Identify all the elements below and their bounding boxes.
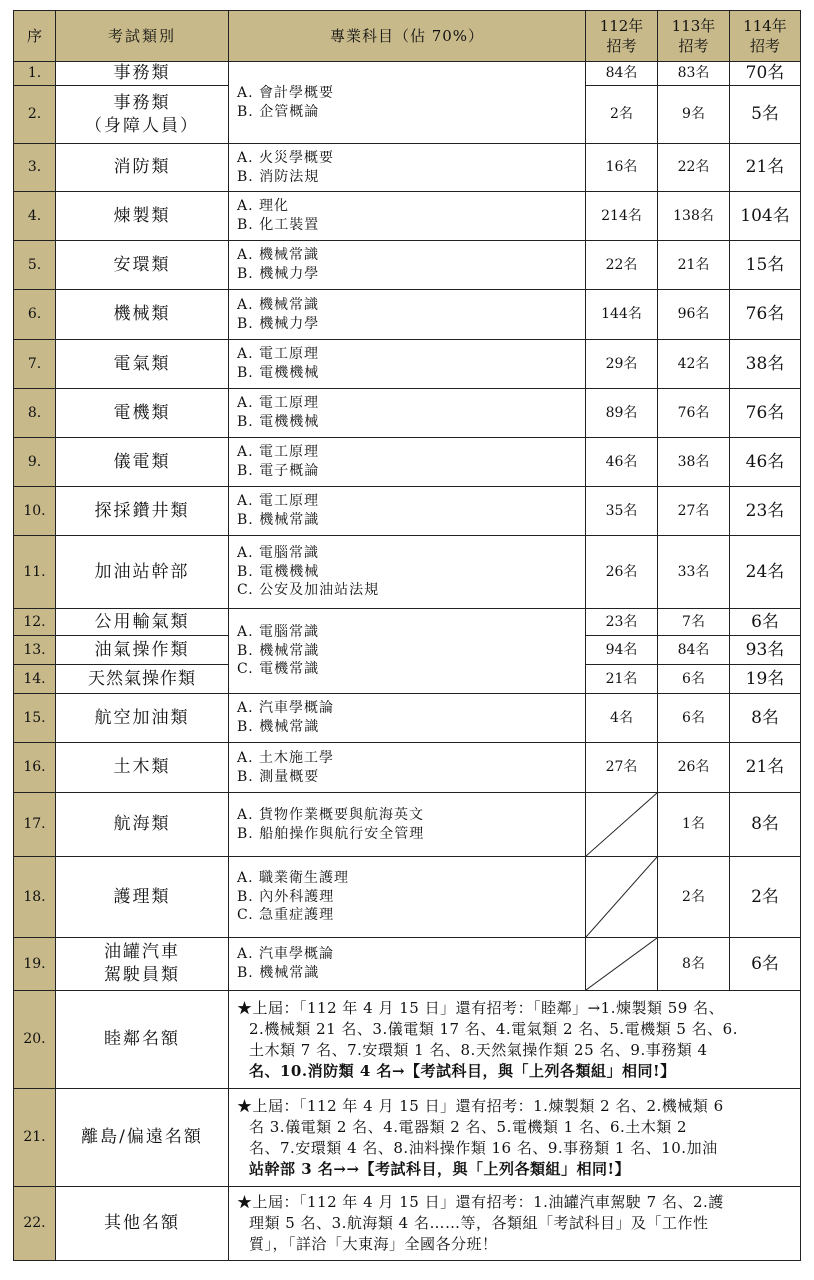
table-row [14, 793, 801, 857]
count-112: 23名 [586, 609, 658, 636]
row-seq: 17. [14, 793, 56, 857]
table-row [14, 340, 801, 389]
row-seq: 21. [14, 1089, 56, 1187]
row-category: 公用輸氣類 [56, 609, 229, 636]
count-114: 23名 [730, 487, 801, 536]
count-113: 21名 [658, 241, 730, 290]
count-112: 144名 [586, 290, 658, 340]
row-category: 機械類 [56, 290, 229, 340]
row-subjects: A. 電工原理 B. 電機機械 [229, 340, 586, 389]
count-113: 6名 [658, 665, 730, 694]
row-subjects: A. 機械常識 B. 機械力學 [229, 241, 586, 290]
row-category: 護理類 [56, 857, 229, 938]
table-row [14, 609, 801, 636]
table-row [14, 192, 801, 241]
row-category: 儀電類 [56, 438, 229, 487]
count-113: 8名 [658, 938, 730, 991]
row-category: 油氣操作類 [56, 636, 229, 665]
count-114: 70名 [730, 62, 801, 86]
header-row [14, 11, 801, 62]
row-category: 其他名額 [56, 1187, 229, 1261]
count-114: 6名 [730, 609, 801, 636]
count-113: 96名 [658, 290, 730, 340]
header-114: 114年 招考 [730, 11, 801, 62]
table-row [14, 62, 801, 86]
count-114: 24名 [730, 536, 801, 609]
row-seq: 13. [14, 636, 56, 665]
count-113: 9名 [658, 86, 730, 144]
table-row [14, 241, 801, 290]
row-subjects: A. 土木施工學 B. 測量概要 [229, 743, 586, 793]
row-category: 電機類 [56, 389, 229, 438]
count-113: 6名 [658, 694, 730, 743]
table-row [14, 144, 801, 192]
count-113: 22名 [658, 144, 730, 192]
table-row [14, 1187, 801, 1261]
header-113: 113年 招考 [658, 11, 730, 62]
row-category: 事務類 [56, 62, 229, 86]
count-112: 26名 [586, 536, 658, 609]
row-category: 土木類 [56, 743, 229, 793]
row-seq: 5. [14, 241, 56, 290]
row-seq: 11. [14, 536, 56, 609]
table-row [14, 694, 801, 743]
count-112-empty [586, 793, 658, 857]
count-112: 89名 [586, 389, 658, 438]
count-112-empty [586, 938, 658, 991]
row-category: 事務類 （身障人員） [56, 86, 229, 144]
table-row [14, 743, 801, 793]
row-subjects: A. 電腦常識 B. 電機機械 C. 公安及加油站法規 [229, 536, 586, 609]
count-114: 5名 [730, 86, 801, 144]
count-113: 1名 [658, 793, 730, 857]
row-seq: 19. [14, 938, 56, 991]
row-category: 油罐汽車 駕駛員類 [56, 938, 229, 991]
count-112: 16名 [586, 144, 658, 192]
header-category: 考試類別 [56, 11, 229, 62]
row-seq: 10. [14, 487, 56, 536]
count-114: 6名 [730, 938, 801, 991]
row-category: 安環類 [56, 241, 229, 290]
count-112: 94名 [586, 636, 658, 665]
table-row [14, 438, 801, 487]
count-113: 26名 [658, 743, 730, 793]
row-subjects: A. 會計學概要 B. 企管概論 [229, 62, 586, 144]
header-seq: 序 [14, 11, 56, 62]
count-113: 84名 [658, 636, 730, 665]
exam-table [13, 10, 801, 1261]
row-subjects: A. 汽車學概論 B. 機械常識 [229, 694, 586, 743]
table-row [14, 1089, 801, 1187]
table-row [14, 389, 801, 438]
count-114: 46名 [730, 438, 801, 487]
row-category: 睦鄰名額 [56, 991, 229, 1089]
row-seq: 14. [14, 665, 56, 694]
count-114: 8名 [730, 793, 801, 857]
count-114: 8名 [730, 694, 801, 743]
count-113: 27名 [658, 487, 730, 536]
row-subjects: A. 職業衛生護理 B. 內外科護理 C. 急重症護理 [229, 857, 586, 938]
diagonal-slash [586, 793, 657, 856]
table-row [14, 938, 801, 991]
count-112: 84名 [586, 62, 658, 86]
row-subjects: A. 電腦常識 B. 機械常識 C. 電機常識 [229, 609, 586, 694]
diagonal-slash [586, 857, 657, 937]
row-seq: 18. [14, 857, 56, 938]
count-114: 21名 [730, 144, 801, 192]
count-112: 4名 [586, 694, 658, 743]
header-subjects: 專業科目（佔 70%） [229, 11, 586, 62]
count-114: 2名 [730, 857, 801, 938]
count-112-empty [586, 857, 658, 938]
count-112: 29名 [586, 340, 658, 389]
row-seq: 6. [14, 290, 56, 340]
row-subjects: A. 電工原理 B. 電子概論 [229, 438, 586, 487]
table-row [14, 991, 801, 1089]
row-subjects: A. 理化 B. 化工裝置 [229, 192, 586, 241]
row-subjects: A. 汽車學概論 B. 機械常識 [229, 938, 586, 991]
row-seq: 22. [14, 1187, 56, 1261]
count-113: 33名 [658, 536, 730, 609]
row-seq: 4. [14, 192, 56, 241]
count-112: 21名 [586, 665, 658, 694]
count-114: 93名 [730, 636, 801, 665]
row-category: 天然氣操作類 [56, 665, 229, 694]
count-114: 104名 [730, 192, 801, 241]
count-114: 38名 [730, 340, 801, 389]
row-note: ★上屆：「112 年 4 月 15 日」還有招考：「睦鄰」→1.煉製類 59 名、 2.機械類 21 名、3.儀電類 17 名、4.電氣類 2 名、5.電機類 5 名、6. 土木類 7 名、7.安環類 1 名、8.天然氣操作類 25 名、9.事務類 4 名、10.消防類 4 名→【考試科目，與「上列各類組」相同!】 [229, 991, 801, 1089]
header-112: 112年 招考 [586, 11, 658, 62]
count-114: 76名 [730, 290, 801, 340]
row-note: ★上屆：「112 年 4 月 15 日」還有招考：1.煉製類 2 名、2.機械類 6 名 3.儀電類 2 名、4.電器類 2 名、5.電機類 1 名、6.土木類 2 名、7.安環類 4 名、8.油料操作類 16 名、9.事務類 1 名、10.加油 站幹部 3 名→→【考試科目，與「上列各類組」相同!】 [229, 1089, 801, 1187]
count-112: 214名 [586, 192, 658, 241]
row-category: 煉製類 [56, 192, 229, 241]
row-seq: 1. [14, 62, 56, 86]
row-seq: 8. [14, 389, 56, 438]
count-114: 21名 [730, 743, 801, 793]
count-113: 83名 [658, 62, 730, 86]
count-112: 22名 [586, 241, 658, 290]
table-row [14, 536, 801, 609]
row-category: 航空加油類 [56, 694, 229, 743]
count-112: 2名 [586, 86, 658, 144]
count-113: 76名 [658, 389, 730, 438]
table-row [14, 857, 801, 938]
table-row [14, 290, 801, 340]
row-seq: 2. [14, 86, 56, 144]
row-category: 探採鑽井類 [56, 487, 229, 536]
row-seq: 12. [14, 609, 56, 636]
row-category: 加油站幹部 [56, 536, 229, 609]
row-subjects: A. 電工原理 B. 電機機械 [229, 389, 586, 438]
row-seq: 3. [14, 144, 56, 192]
row-seq: 15. [14, 694, 56, 743]
row-seq: 16. [14, 743, 56, 793]
row-note: ★上屆：「112 年 4 月 15 日」還有招考：1.油罐汽車駕駛 7 名、2.護 理類 5 名、3.航海類 4 名……等，各類組「考試科目」及「工作性 質」，「詳洽「大東海」全國各分班！ [229, 1187, 801, 1261]
count-112: 46名 [586, 438, 658, 487]
row-seq: 7. [14, 340, 56, 389]
diagonal-slash [586, 938, 657, 990]
row-seq: 20. [14, 991, 56, 1089]
count-114: 76名 [730, 389, 801, 438]
row-category: 航海類 [56, 793, 229, 857]
count-113: 38名 [658, 438, 730, 487]
row-subjects: A. 機械常識 B. 機械力學 [229, 290, 586, 340]
row-subjects: A. 電工原理 B. 機械常識 [229, 487, 586, 536]
row-subjects: A. 火災學概要 B. 消防法規 [229, 144, 586, 192]
count-113: 42名 [658, 340, 730, 389]
count-114: 15名 [730, 241, 801, 290]
count-113: 138名 [658, 192, 730, 241]
row-category: 電氣類 [56, 340, 229, 389]
row-subjects: A. 貨物作業概要與航海英文 B. 船舶操作與航行安全管理 [229, 793, 586, 857]
row-seq: 9. [14, 438, 56, 487]
count-112: 35名 [586, 487, 658, 536]
count-114: 19名 [730, 665, 801, 694]
count-113: 2名 [658, 857, 730, 938]
count-112: 27名 [586, 743, 658, 793]
row-category: 離島/偏遠名額 [56, 1089, 229, 1187]
count-113: 7名 [658, 609, 730, 636]
table-row [14, 487, 801, 536]
row-category: 消防類 [56, 144, 229, 192]
